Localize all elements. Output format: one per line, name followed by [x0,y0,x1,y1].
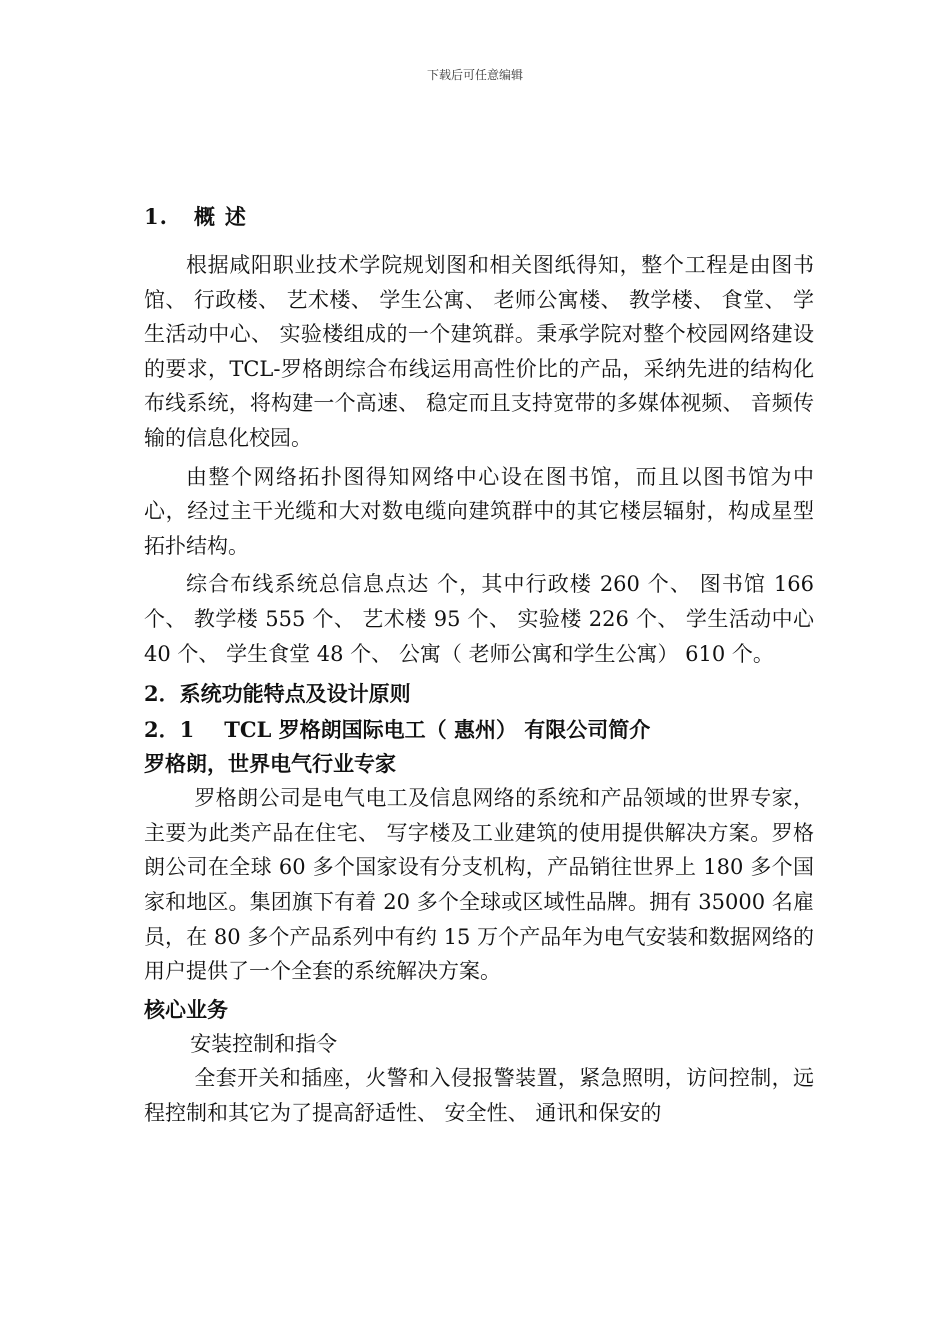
section-2-1-heading [144,713,814,747]
paragraph-overview: 根据咸阳职业技术学院规划图和相关图纸得知，整个工程是由图书馆、 行政楼、 艺术楼、 学生公寓、 老师公寓楼、 教学楼、 食堂、 学生活动中心、 实验楼组成的一个建筑群。秉承学院对整个校园网络建设的要求，TCL-罗格朗综合布线运用高性价比的产品，采纳先进的结构化布线系统，将构建一个高速、 稳定而且支持宽带的多媒体视频、 音频传输的信息化校园。 [144,253,814,450]
section-1-title: 概述 [193,204,256,229]
section-2-heading: 2．系统功能特点及设计原则 [144,681,411,707]
heading-expert: 罗格朗，世界电气行业专家 [144,751,396,777]
page-header: 下载后可任意编辑 [426,68,523,82]
paragraph-info-points: 综合布线系统总信息点达 个，其中行政楼 260 个、 图书馆 166 个、 教学楼 555 个、 艺术楼 95 个、 实验楼 226 个、 学生活动中心 40 个、 学生食堂 48 个、 公寓（ 老师公寓和学生公寓） 610 个。 [144,572,814,666]
section-1-number: 1. [144,204,168,229]
subheading-installation-control: 安装控制和指令 [190,1031,338,1056]
section-1-heading [144,200,814,234]
document-body [144,200,814,1134]
section-2-1-title: TCL 罗格朗国际电工（ 惠州） 有限公司简介 [224,717,651,743]
paragraph-topology: 由整个网络拓扑图得知网络中心设在图书馆，而且以图书馆为中心，经过主干光缆和大对数电缆向建筑群中的其它楼层辐射，构成星型拓扑结构。 [144,464,814,558]
paragraph-expert: 罗格朗公司是电气电工及信息网络的系统和产品领域的世界专家，主要为此类产品在住宅、 写字楼及工业建筑的使用提供解决方案。罗格朗公司在全球 60 多个国家设有分支机构，产品销往世界上 180 多个国家和地区。集团旗下有着 20 多个全球或区域性品牌。拥有 35000 名雇员，在 80 多个产品系列中有约 15 万个产品年为电气安装和数据网络的用户提供了一个全套的系统解决方案。 [144,786,814,984]
section-2-1-number: 2．1 [144,717,195,743]
paragraph-core-business: 全套开关和插座，火警和入侵报警装置，紧急照明，访问控制，远程控制和其它为了提高舒适性、 安全性、 通讯和保安的 [144,1066,814,1125]
heading-core-business: 核心业务 [144,996,228,1022]
